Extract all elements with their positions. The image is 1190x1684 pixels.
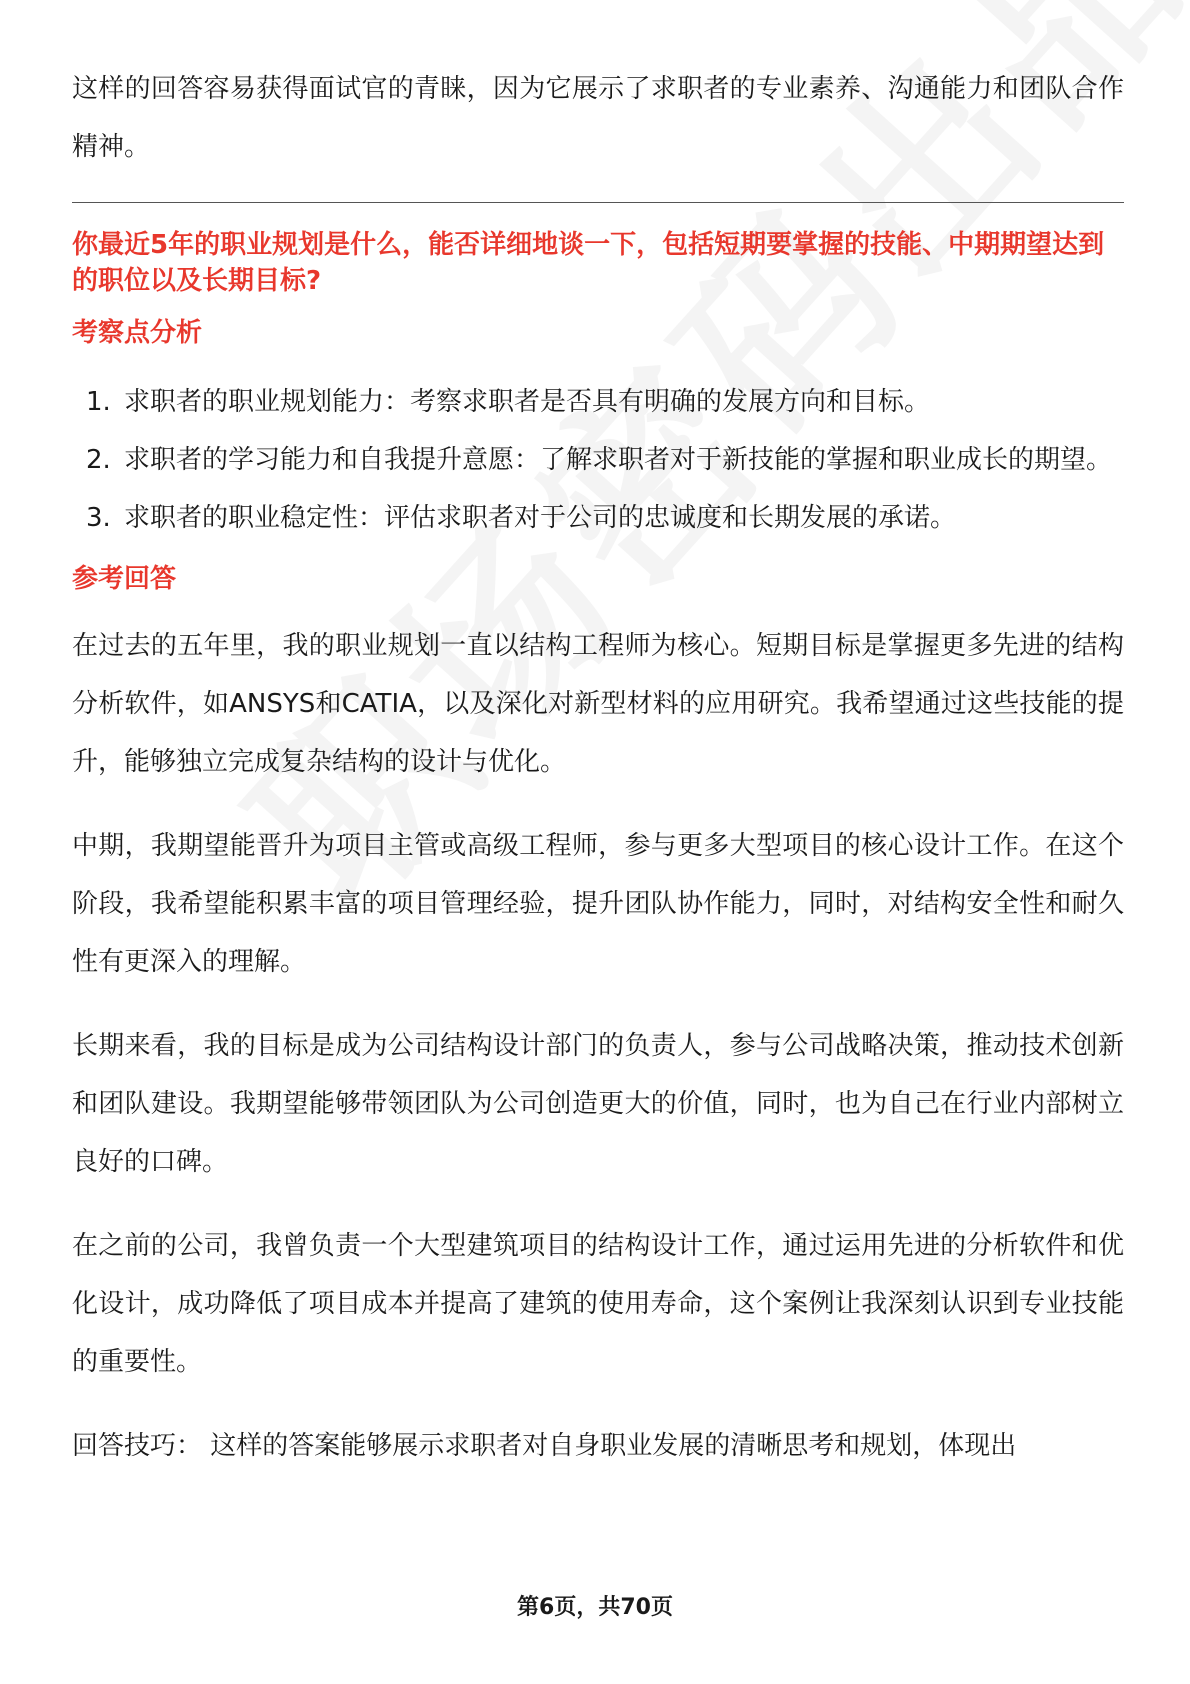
answer-paragraph: 在之前的公司，我曾负责一个大型建筑项目的结构设计工作，通过运用先进的分析软件和优化设计，成功降低了项目成本并提高了建筑的使用寿命，这个案例让我深刻认识到专业技能的重要性。 bbox=[72, 1231, 1124, 1377]
page-number: 第6页，共70页 bbox=[517, 1595, 673, 1620]
list-item-number: 2. bbox=[86, 445, 111, 475]
answer-paragraph: 在过去的五年里，我的职业规划一直以结构工程师为核心。短期目标是掌握更多先进的结构分析软件，如ANSYS和CATIA，以及深化对新型材料的应用研究。我希望通过这些技能的提升，能够独立完成复杂结构的设计与优化。 bbox=[72, 631, 1124, 777]
document-page bbox=[72, 60, 1124, 1475]
intro-paragraph: 这样的回答容易获得面试官的青睐，因为它展示了求职者的专业素养、沟通能力和团队合作精神。 bbox=[72, 74, 1124, 162]
list-item-text: 求职者的职业规划能力：考察求职者是否具有明确的发展方向和目标。 bbox=[124, 387, 931, 417]
answer-paragraph: 长期来看，我的目标是成为公司结构设计部门的负责人，参与公司战略决策，推动技术创新和团队建设。我期望能够带领团队为公司创造更大的价值，同时，也为自己在行业内部树立良好的口碑。 bbox=[72, 1031, 1124, 1177]
section-divider bbox=[72, 202, 1124, 203]
analysis-list bbox=[72, 373, 1124, 547]
answer-paragraph: 中期，我期望能晋升为项目主管或高级工程师，参与更多大型项目的核心设计工作。在这个阶段，我希望能积累丰富的项目管理经验，提升团队协作能力，同时，对结构安全性和耐久性有更深入的理解。 bbox=[72, 831, 1124, 977]
answer-tips-paragraph: 回答技巧： 这样的答案能够展示求职者对自身职业发展的清晰思考和规划，体现出 bbox=[72, 1431, 1017, 1461]
question-heading: 你最近5年的职业规划是什么，能否详细地谈一下，包括短期要掌握的技能、中期期望达到的职位以及长期目标? bbox=[72, 230, 1105, 296]
list-item bbox=[72, 489, 1124, 547]
analysis-title: 考察点分析 bbox=[72, 318, 203, 348]
reference-title: 参考回答 bbox=[72, 564, 177, 594]
list-item bbox=[72, 373, 1124, 431]
list-item-text: 求职者的学习能力和自我提升意愿：了解求职者对于新技能的掌握和职业成长的期望。 bbox=[124, 445, 1113, 475]
reference-answer bbox=[72, 617, 1124, 1475]
list-item-number: 1. bbox=[86, 387, 111, 417]
list-item-number: 3. bbox=[86, 503, 111, 533]
list-item-text: 求职者的职业稳定性：评估求职者对于公司的忠诚度和长期发展的承诺。 bbox=[124, 503, 957, 533]
list-item bbox=[72, 431, 1124, 489]
